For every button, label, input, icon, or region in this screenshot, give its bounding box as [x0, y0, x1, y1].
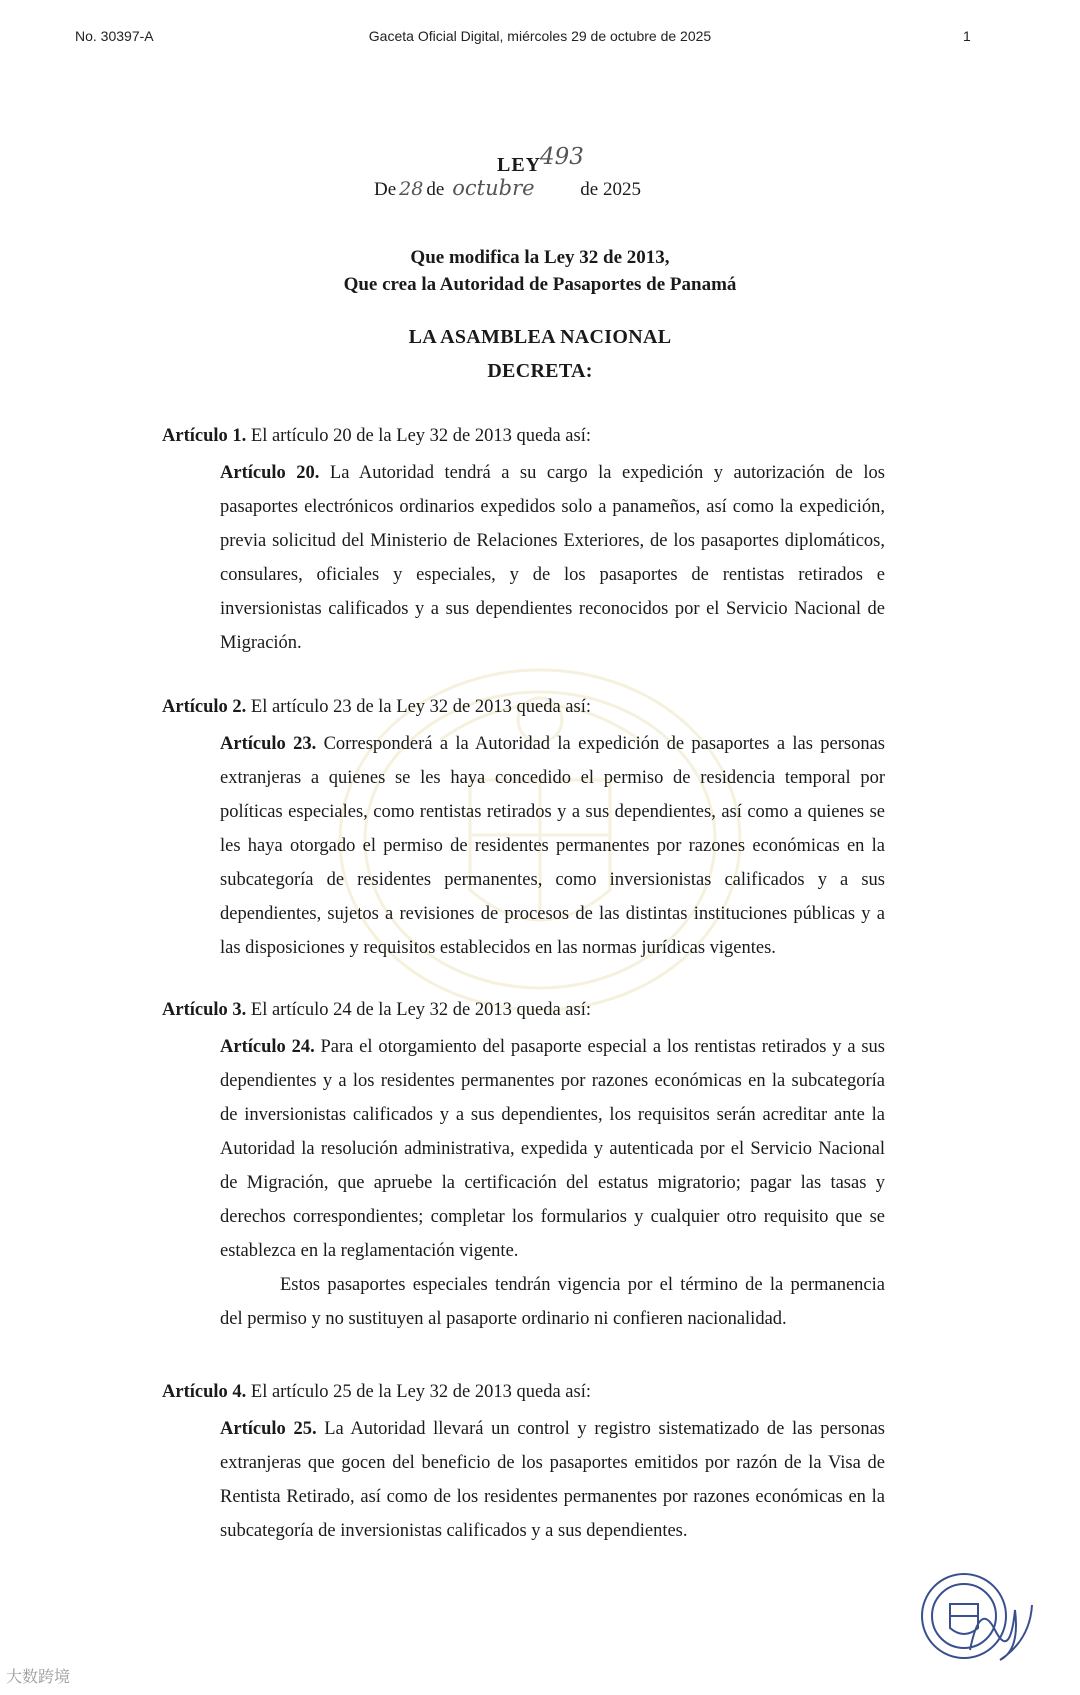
article-25-label: Artículo 25.: [220, 1419, 317, 1439]
law-number-handwritten: 493: [540, 144, 584, 170]
article-3-heading: Artículo 3. El artículo 24 de la Ley 32 de 2013 queda así:: [162, 1000, 591, 1020]
source-watermark: 大数跨境: [6, 1667, 71, 1686]
law-word: LEY: [497, 154, 542, 176]
article-4-body: [220, 1412, 885, 1548]
article-24-label: Artículo 24.: [220, 1037, 315, 1057]
date-prefix: De: [374, 179, 397, 200]
article-24-text: Para el otorgamiento del pasaporte especial a los rentistas retirados y a sus dependientes y a los residentes permanentes por razones económicas en la subcategoría de inversionistas calificados y a sus dependientes, los requisitos serán acreditar ante la Autoridad la resolución administrativa, expedida y autenticada por el Servicio Nacional de Migración, que apruebe la certificación del estatus migratorio; pagar las tasas y derechos correspondientes; completar los formularios y cualquier otro requisito que se establezca en la reglamentación vigente.: [220, 1037, 886, 1261]
article-23-label: Artículo 23.: [220, 734, 317, 754]
law-title-line2: Que crea la Autoridad de Pasaportes de Panamá: [343, 274, 737, 295]
date-day-handwritten: 28: [399, 178, 424, 200]
gazette-title: Gaceta Oficial Digital, miércoles 29 de octubre de 2025: [368, 28, 712, 44]
article-23-text: Corresponderá a la Autoridad la expedición de pasaportes a las personas extranjeras a quienes se les haya concedido el permiso de residencia temporal por políticas especiales, como rentistas retirados y a sus dependientes, así como a quienes se les haya otorgado el permiso de residentes permanentes por razones económicas en la subcategoría de residentes permanentes, como inversionistas calificados y a sus dependientes, sujetos a revisiones de procesos de las distintas instituciones públicas y a las disposiciones y requisitos establecidos en las normas jurídicas vigentes.: [220, 734, 885, 958]
article-25-text: La Autoridad llevará un control y registro sistematizado de las personas extranjeras que gocen del beneficio de los pasaportes emitidos por razón de la Visa de Rentista Retirado, así como de los residentes permanentes por razones económicas en la subcategoría de inversionistas calificados y a sus dependientes.: [220, 1419, 885, 1541]
decree-word: DECRETA:: [487, 360, 593, 382]
article-1-heading: Artículo 1. El artículo 20 de la Ley 32 de 2013 queda así:: [162, 426, 591, 446]
article-24-paragraph-2: Estos pasaportes especiales tendrán vigencia por el término de la permanencia del permiso y no sustituyen al pasaporte ordinario ni confieren nacionalidad.: [220, 1275, 885, 1329]
enacting-clause: [0, 320, 1080, 388]
article-4-heading: Artículo 4. El artículo 25 de la Ley 32 de 2013 queda así:: [162, 1382, 591, 1402]
date-de: de: [426, 179, 445, 200]
assembly-name: LA ASAMBLEA NACIONAL: [408, 326, 672, 348]
law-title: [0, 244, 1080, 298]
date-month-handwritten: octubre: [452, 176, 535, 200]
page-number: 1: [963, 28, 971, 44]
article-2-heading: Artículo 2. El artículo 23 de la Ley 32 de 2013 queda así:: [162, 697, 591, 717]
article-1-body: [220, 456, 885, 660]
signature-scribble: [960, 1590, 1040, 1670]
date-year: de 2025: [580, 179, 641, 200]
article-3-body: [220, 1030, 885, 1336]
gazette-number: No. 30397-A: [75, 28, 154, 44]
article-20-text: La Autoridad tendrá a su cargo la expedición y autorización de los pasaportes electrónicos ordinarios expedidos solo a panameños, así como la expedición, previa solicitud del Ministerio de Relaciones Exteriores, de los pasaportes diplomáticos, consulares, oficiales y especiales, y de los pasaportes de rentistas retirados e inversionistas calificados y a sus dependientes reconocidos por el Servicio Nacional de Migración.: [220, 463, 885, 653]
law-date: [374, 176, 641, 201]
law-title-line1: Que modifica la Ley 32 de 2013,: [410, 247, 670, 268]
article-2-body: [220, 727, 885, 965]
article-20-label: Artículo 20.: [220, 463, 320, 483]
